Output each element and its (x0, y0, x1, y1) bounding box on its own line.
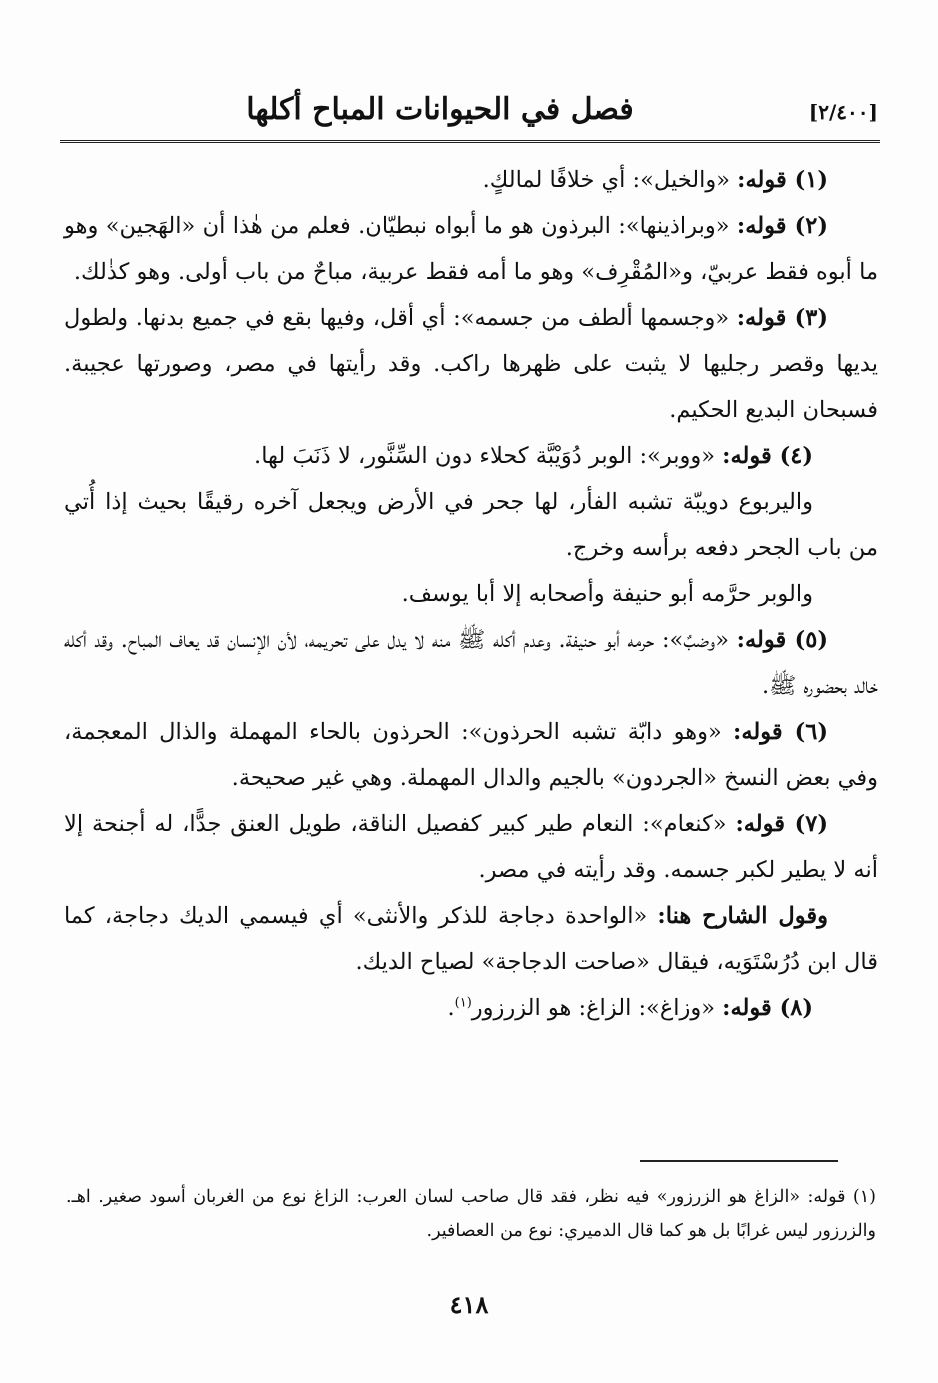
note-text: «وهو دابّة تشبه الحرذون»: الحرذون بالحاء المهملة والذال المعجمة، وفي بعض النسخ «الجردون» بالجيم والدال المهملة. وهي غير صحيحة. (64, 719, 878, 791)
paragraph-6 (64, 571, 878, 617)
note-text: «وجسمها ألطف من جسمه»: أي أقل، وفيها بقع في جميع بدنها. ولطول يديها وقصر رجليها لا يثبت على ظهرها راكب. وقد رأيتها في مصر، وصورتها عجيبة. فسبحان البديع الحكيم. (64, 305, 878, 423)
page-number: ٤١٨ (449, 1290, 489, 1319)
note-text: «وزاغ»: الزاغ: هو الزرزور (471, 995, 723, 1021)
note-label: (٥) قوله: (736, 627, 828, 653)
note-label: (٤) قوله: (722, 443, 813, 469)
paragraph-11 (64, 985, 878, 1031)
note-text-tail: . (447, 995, 455, 1021)
note-label: وقول الشارح هنا: (657, 903, 828, 929)
note-label: (٢) قوله: (736, 213, 828, 239)
paragraph-1 (64, 157, 878, 203)
paragraph-4 (64, 433, 878, 479)
footnote-reference[interactable]: (١) (454, 995, 472, 1011)
paragraph-8 (64, 709, 878, 801)
note-text: «كنعام»: النعام طير كبير كفصيل الناقة، طويل العنق جدًّا، له أجنحة إلا أنه لا يطير لكبر جسمه. وقد رأيته في مصر. (64, 811, 878, 883)
note-text: «ووبر»: الوبر دُوَيْبَّة كحلاء دون السِّنَّور، لا ذَنَبَ لها. (254, 443, 723, 469)
note-text: «وبراذينها»: البرذون هو ما أبواه نبطيّان. فعلم من هٰذا أن «الهَجين» وهو ما أبوه فقط عربيّ، و«المُقْرِف» وهو ما أمه فقط عربية، مباحٌ من باب أولى. وهو كذٰلك. (64, 213, 878, 285)
paragraph-3 (64, 295, 878, 433)
footnote-1: (١) قوله: «الزاغ هو الزرزور» فيه نظر، فقد قال صاحب لسان العرب: الزاغ نوع من الغربان أسود صغير. اهـ. والزرزور ليس غرابًا بل هو كما قال الدميري: نوع من العصافير. (66, 1187, 876, 1241)
note-label: (٧) قوله: (735, 811, 828, 837)
volume-page-reference: [٢/٤٠٠] (808, 100, 878, 124)
note-label: (٣) قوله: (736, 305, 828, 331)
running-title: فصل في الحيوانات المباح أكلها (246, 92, 634, 127)
footnotes (66, 1180, 876, 1248)
note-text: «وضبٌ»: حرمه أبو حنيفة. وعدم أكله ﷺ منه لا يدل على تحريمه، لأن الإنسان قد يعاف المباح. وقد أكله خالد بحضوره ﷺ. (64, 627, 878, 699)
body-text (64, 157, 878, 1031)
note-text: والوبر حرَّمه أبو حنيفة وأصحابه إلا أبا يوسف. (401, 581, 813, 607)
paragraph-10 (64, 893, 878, 985)
paragraph-2 (64, 203, 878, 295)
note-label: (٦) قوله: (733, 719, 828, 745)
note-text: «الواحدة دجاجة للذكر والأنثى» أي فيسمي الديك دجاجة، كما قال ابن دُرُسْتَوَيه، فيقال «صاحت الدجاجة» لصياح الديك. (64, 903, 878, 975)
paragraph-9 (64, 801, 878, 893)
header-rule (60, 140, 880, 143)
note-text: «والخيل»: أي خلافًا لمالكٍ. (482, 167, 738, 193)
note-label: (٨) قوله: (722, 995, 813, 1021)
note-text: واليربوع دويبّة تشبه الفأر، لها جحر في الأرض ويجعل آخره رقيقًا بحيث إذا أُتي من باب الجحر دفعه برأسه وخرج. (64, 489, 878, 561)
paragraph-5 (64, 479, 878, 571)
footnote-separator (640, 1160, 838, 1162)
paragraph-7 (64, 617, 878, 709)
note-label: (١) قوله: (737, 167, 828, 193)
